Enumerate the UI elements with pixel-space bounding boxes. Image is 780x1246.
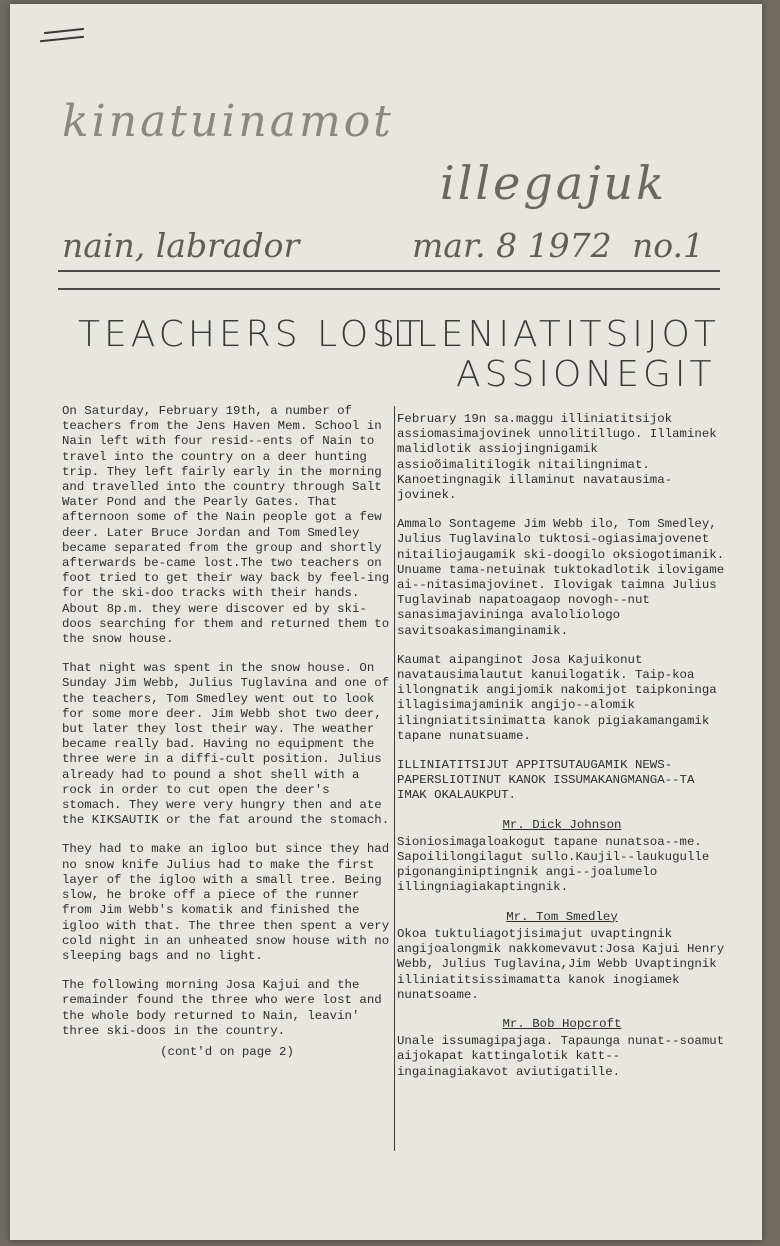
column-divider (394, 406, 395, 1151)
issue-date: mar. 8 1972 (412, 226, 612, 265)
article-paragraph: They had to make an igloo but since they had no snow knife Julius had to make the first layer of the igloo with a small tree. Being slow, he broke off a piece of the runner from Jim Webb's komatik and finished the igloo with that. The three then spent a very cold night in an unheated snow house with no sleeping bags and no light. (62, 842, 390, 963)
english-article (62, 404, 392, 1074)
masthead-title: kinatuinamot (62, 96, 394, 147)
article-paragraph: The following morning Josa Kajui and the remainder found the three who were lost and the whole body returned to Nain, leavin' three ski-doos in the country. (62, 978, 382, 1038)
article-paragraph: ILLINIATITSIJUT APPITSUTAUGAMIK NEWS-PAPERSLIOTINUT KANOK ISSUMAKANGMANGA--TA IMAK OKALAUKPUT. (397, 758, 695, 803)
article-paragraph: February 19n sa.maggu illiniatitsijok assiomasimajovinek unnolitillugo. Illaminek malidlotik assiojingnigamik assioõimalitilogik nitailingnimat. Kanoetingnagik illaminut navatausima-jovinek. (397, 412, 717, 503)
contributor-name: Mr. Dick Johnson (502, 817, 622, 832)
article-paragraph: That night was spent in the snow house. On Sunday Jim Webb, Julius Tuglavina and one of the teachers, Tom Smedley went out to look for some more deer. Jim Webb shot two deer, but later they lost their way. The weather became really bad. Having no equipment the three were in a diffi-cult position. Julius already had to pound a shot shell with a rock in order to cut open the deer's stomach. They were very hungry then and ate the KIKSAUTIK or the fat around the stomach. (62, 661, 390, 828)
pen-mark (40, 36, 84, 43)
continued-note: (cont'd on page 2) (160, 1044, 294, 1059)
contributor-text: Unale issumagipajaga. Tapaunga nunat--soamut aijokapat kattingalotik katt--ingainagiakavot aviutigatille. (397, 1034, 725, 1079)
contributor-name: Mr. Bob Hopcroft (502, 1016, 622, 1031)
headline-english: TEACHERS LOST (78, 314, 425, 355)
masthead-subtitle: illegajuk (440, 156, 667, 210)
article-paragraph: Ammalo Sontageme Jim Webb ilo, Tom Smedley, Julius Tuglavinalo tuktosi-ogiasimajovenet nitailiojaugamik ski-doogilo oksiogotimanik. Unuame tama-netuinak tuktokadlotik ilovigame ai--nitasimajovinet. Ilovigak taimna Julius Tuglavinab napatoagaop novogh--nut sanasimajaviningа avaloliologo savitsoakasimanginamik. (397, 517, 725, 638)
masthead-rule (58, 288, 720, 290)
contributor-text: Sioniosimagaloakogut tapane nunatsoa--me. Sapoililongilagut sullo.Kaujil--laukugulle pigonanginiptingnik angi--joalumelo illingniagiakaptingnik. (397, 834, 710, 895)
newsletter-page (10, 4, 762, 1240)
contributor-text: Okoa tuktuliagotjisimajut uvaptingnik angijoalongmik nakkomevavut:Josa Kajui Henry Webb, Julius Tuglavina,Jim Webb Uvaptingnik illiniatitsissimamatta kanok inogiamek nunatsoame. (397, 926, 725, 1002)
inuktitut-article (397, 412, 727, 1094)
issue-number: no.1 (632, 226, 705, 265)
masthead-rule (58, 270, 720, 272)
article-paragraph: On Saturday, February 19th, a number of teachers from the Jens Haven Mem. School in Nain left with four resid--ents of Nain to travel into the country on a deer hunting trip. They left fairly early in the morning and travelled into the country through Salt Water Pond and the Pearly Gates. That afternoon some of the Nain people got a few deer. Later Bruce Jordan and Tom Smedley became separated from the group and shortly afterwards be-came lost.The two teachers on foot tried to get their way back by feel-ing for the ski-doo tracks with their hands. About 8p.m. they were discover ed by ski-doos searching for them and returned them to the snow house. (62, 404, 390, 647)
article-paragraph: Kaumat aipanginot Josa Kajuikonut navatausimalautut kanuilogatik. Taip-koa illongnatik angijomik nakomijot taipkoninga illagisimajaminik angijo--alomik ilingniatitsinimatta kanok pigiakamangamik tapane nunatsuame. (397, 652, 717, 743)
headline-inuktitut-2: ASSIONEGIT (456, 354, 716, 395)
place-name: nain, labrador (62, 226, 300, 265)
headline-inuktitut: ILLENIATITSIJOT (378, 314, 720, 355)
pen-mark (44, 28, 84, 34)
contributor-name: Mr. Tom Smedley (506, 909, 618, 924)
